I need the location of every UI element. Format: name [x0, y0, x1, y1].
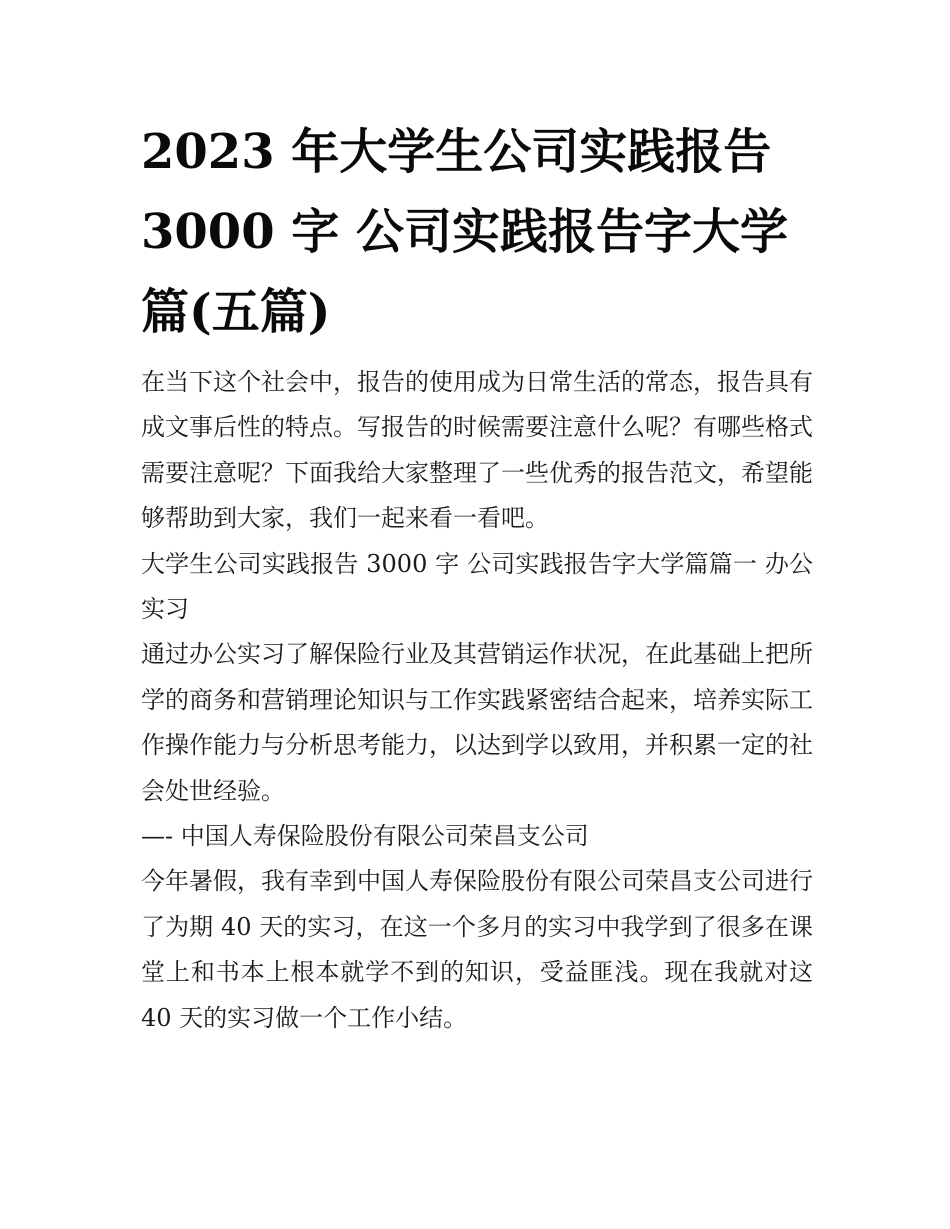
summary-paragraph: 今年暑假，我有幸到中国人寿保险股份有限公司荣昌支公司进行了为期 40 天的实习，在这一个多月的实习中我学到了很多在课堂上和书本上根本就学不到的知识，受益匪浅。现在我就对这 40 天的实习做一个工作小结。 [141, 867, 813, 1032]
title-block [141, 112, 813, 352]
section-heading: 大学生公司实践报告 3000 字 公司实践报告字大学篇篇一 办公实习 [141, 549, 813, 624]
purpose-paragraph: 通过办公实习了解保险行业及其营销运作状况，在此基础上把所学的商务和营销理论知识与工作实践紧密结合起来，培养实际工作操作能力与分析思考能力，以达到学以致用，并积累一定的社会处世经验。 [141, 640, 813, 805]
document-title: 2023 年大学生公司实践报告 3000 字 公司实践报告字大学篇(五篇) [141, 124, 789, 340]
document-body [141, 112, 813, 1041]
company-line: —- 中国人寿保险股份有限公司荣昌支公司 [141, 822, 589, 851]
intro-paragraph: 在当下这个社会中，报告的使用成为日常生活的常态，报告具有成文事后性的特点。写报告的时候需要注意什么呢？有哪些格式需要注意呢？下面我给大家整理了一些优秀的报告范文，希望能够帮助到大家，我们一起来看一看吧。 [141, 368, 813, 533]
